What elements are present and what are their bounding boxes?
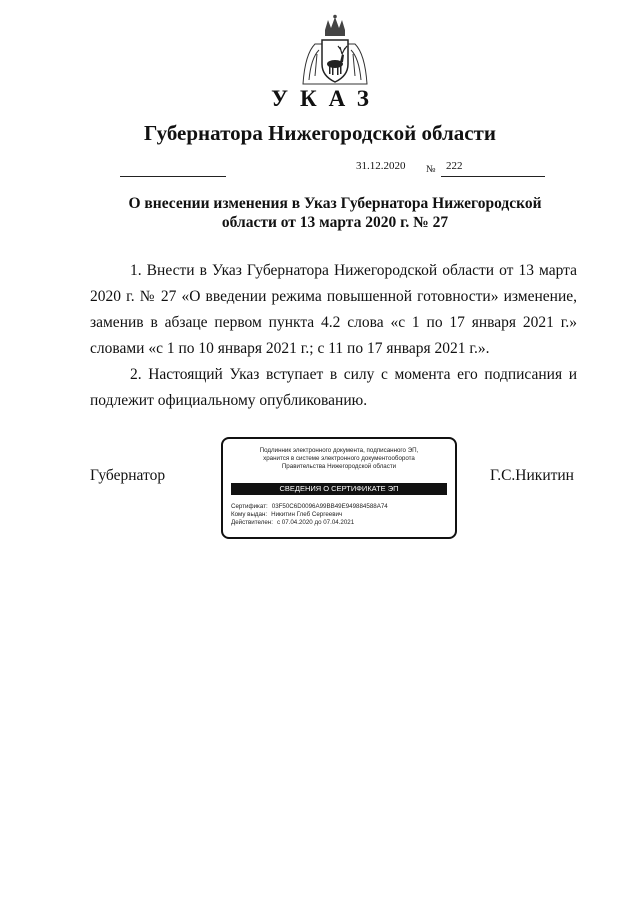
certificate-row: [231, 503, 451, 511]
issued-to-row: [231, 511, 451, 519]
certificate-info-bar: СВЕДЕНИЯ О СЕРТИФИКАТЕ ЭП: [231, 483, 447, 495]
issued-to-label: Кому выдан:: [231, 511, 268, 518]
number-sign: №: [426, 164, 436, 175]
document-date: 31.12.2020: [356, 160, 406, 172]
document-subtitle: Губернатора Нижегородской области: [144, 121, 496, 145]
paragraph-1: 1. Внести в Указ Губернатора Нижегородской области от 13 марта 2020 г. № 27 «О введении режима повышенной готовности» изменение, заменив в абзаце первом пункта 4.2 слова «с 1 по 17 января 2021 г.» словами «с 1 по 10 января 2021 г.; с 11 по 17 января 2021 г.».: [90, 262, 577, 357]
document-heading: [110, 194, 560, 232]
stamp-header-line-1: Подлинник электронного документа, подписанного ЭП,: [259, 447, 419, 454]
certificate-label: Сертификат:: [231, 503, 268, 510]
document-title: УКАЗ: [271, 86, 381, 111]
coat-of-arms-icon: [295, 14, 375, 90]
issued-to-value: Никитин Глеб Сергеевич: [271, 511, 343, 518]
document-number: 222: [446, 160, 463, 172]
electronic-signature-stamp: [221, 437, 457, 539]
signer-role: Губернатор: [90, 467, 166, 484]
heading-line-2: области от 13 марта 2020 г. № 27: [221, 214, 449, 231]
stamp-header-line-2: хранится в системе электронного документооборота: [263, 455, 415, 462]
paragraph-2: 2. Настоящий Указ вступает в силу с момента его подписания и подлежит официальному опубликованию.: [90, 366, 577, 409]
certificate-details: [231, 503, 451, 527]
left-signature-rule: [120, 176, 226, 177]
validity-label: Действителен:: [231, 519, 273, 526]
stamp-header: [223, 447, 455, 471]
stamp-header-line-3: Правительства Нижегородской области: [281, 463, 397, 470]
number-rule: [441, 176, 545, 177]
validity-value: с 07.04.2020 до 07.04.2021: [276, 519, 355, 526]
signer-name: Г.С.Никитин: [490, 467, 574, 484]
heading-line-1: О внесении изменения в Указ Губернатора Нижегородской: [128, 195, 542, 212]
certificate-value: 03F50C6D0096A99BB49E949884588A74: [271, 503, 388, 510]
validity-row: [231, 519, 451, 527]
